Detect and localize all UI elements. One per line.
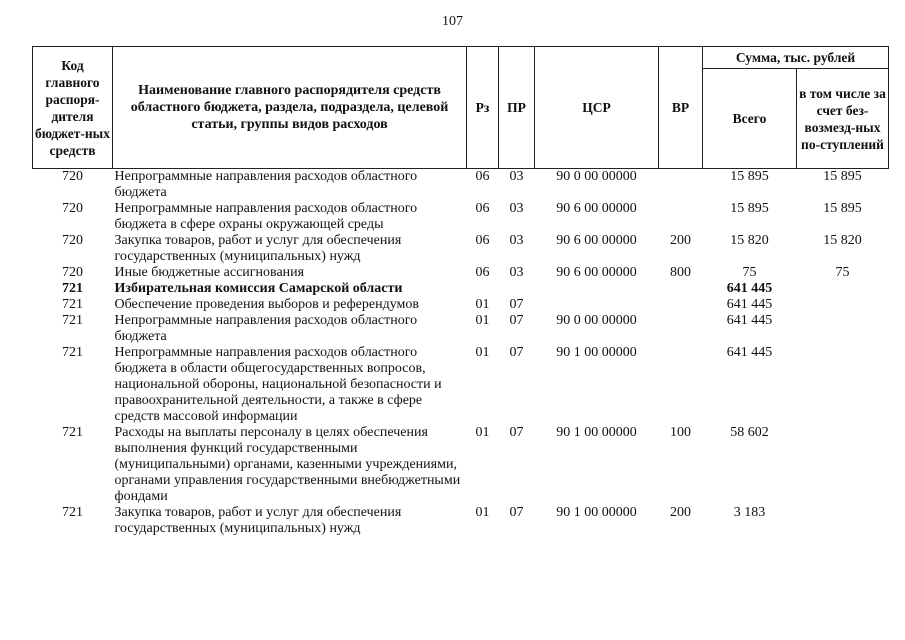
cell-rz — [467, 281, 499, 297]
cell-csr: 90 6 00 00000 — [556, 201, 637, 216]
cell-pr: 07 — [509, 425, 524, 440]
cell-name: Непрограммные направления расходов областного бюджета — [114, 313, 418, 344]
cell-code: 720 — [62, 233, 83, 248]
cell-pr: 07 — [509, 505, 524, 520]
cell-rz: 01 — [475, 313, 490, 328]
cell-pr: 03 — [509, 169, 524, 184]
cell-vr — [659, 201, 703, 233]
table-row — [33, 505, 889, 537]
table-row — [33, 265, 889, 281]
cell-csr: 90 0 00 00000 — [556, 313, 637, 328]
cell-vr: 200 — [670, 233, 691, 248]
table-row — [33, 201, 889, 233]
cell-vr — [659, 297, 703, 313]
header-pr: ПР — [499, 47, 535, 169]
header-vr: ВР — [659, 47, 703, 169]
cell-pr — [499, 281, 535, 297]
cell-total: 15 820 — [730, 233, 769, 248]
cell-gratuitous — [797, 297, 889, 313]
page-number: 107 — [442, 14, 463, 29]
header-csr: ЦСР — [535, 47, 659, 169]
cell-rz: 06 — [475, 169, 490, 184]
table-row — [33, 169, 889, 202]
cell-code: 721 — [62, 281, 83, 296]
cell-total: 15 895 — [730, 169, 769, 184]
header-total: Всего — [703, 69, 797, 169]
cell-vr: 200 — [670, 505, 691, 520]
cell-code: 720 — [62, 201, 83, 216]
cell-total: 641 445 — [726, 297, 773, 312]
cell-csr: 90 6 00 00000 — [556, 233, 637, 248]
cell-rz: 01 — [475, 345, 490, 360]
cell-total: 641 445 — [726, 281, 773, 296]
cell-code: 720 — [62, 169, 83, 184]
cell-vr: 800 — [670, 265, 691, 280]
cell-csr — [535, 281, 659, 297]
cell-gratuitous — [797, 505, 889, 537]
cell-total: 15 895 — [730, 201, 769, 216]
cell-vr — [659, 313, 703, 345]
cell-total: 641 445 — [726, 345, 773, 360]
cell-gratuitous: 75 — [835, 265, 850, 280]
cell-code: 721 — [62, 505, 83, 520]
cell-pr: 03 — [509, 201, 524, 216]
cell-code: 720 — [62, 265, 83, 280]
cell-vr — [659, 169, 703, 202]
cell-csr: 90 0 00 00000 — [556, 169, 637, 184]
header-sum-group: Сумма, тыс. рублей — [703, 47, 889, 69]
table-row — [33, 345, 889, 425]
cell-total: 75 — [742, 265, 757, 280]
cell-total: 3 183 — [733, 505, 766, 520]
cell-pr: 07 — [509, 297, 524, 312]
cell-gratuitous: 15 895 — [823, 169, 862, 184]
cell-pr: 07 — [509, 313, 524, 328]
cell-code: 721 — [62, 313, 83, 328]
header-rz: Рз — [467, 47, 499, 169]
cell-name: Непрограммные направления расходов областного бюджета в области общегосударственных вопросов, национальной обороны, национальной безопасности и правоохранительной деятельности, а также в сфере средств массовой информации — [114, 345, 442, 424]
cell-csr: 90 1 00 00000 — [556, 345, 637, 360]
cell-pr: 03 — [509, 233, 524, 248]
cell-gratuitous — [797, 345, 889, 425]
cell-rz: 06 — [475, 233, 490, 248]
cell-gratuitous — [797, 313, 889, 345]
table-row — [33, 313, 889, 345]
cell-name: Непрограммные направления расходов областного бюджета — [114, 169, 418, 200]
cell-csr: 90 1 00 00000 — [556, 505, 637, 520]
cell-name: Иные бюджетные ассигнования — [114, 265, 305, 280]
cell-name: Обеспечение проведения выборов и референдумов — [114, 297, 419, 312]
cell-rz: 01 — [475, 425, 490, 440]
cell-vr — [659, 345, 703, 425]
header-gratuitous: в том числе за счет без-возмезд-ных по-ступлений — [797, 69, 889, 169]
cell-name: Непрограммные направления расходов областного бюджета в сфере охраны окружающей среды — [114, 201, 418, 232]
cell-rz: 01 — [475, 297, 490, 312]
cell-vr: 100 — [670, 425, 691, 440]
cell-gratuitous — [797, 425, 889, 505]
cell-name: Избирательная комиссия Самарской области — [114, 281, 403, 296]
cell-name: Закупка товаров, работ и услуг для обеспечения государственных (муниципальных) нужд — [114, 233, 402, 264]
budget-table — [32, 46, 889, 537]
cell-gratuitous — [797, 281, 889, 297]
cell-rz: 01 — [475, 505, 490, 520]
cell-gratuitous: 15 820 — [823, 233, 862, 248]
table-row — [33, 233, 889, 265]
table-row — [33, 297, 889, 313]
table-header — [33, 47, 889, 169]
cell-gratuitous: 15 895 — [823, 201, 862, 216]
cell-vr — [659, 281, 703, 297]
cell-name: Закупка товаров, работ и услуг для обеспечения государственных (муниципальных) нужд — [114, 505, 402, 536]
cell-name: Расходы на выплаты персоналу в целях обеспечения выполнения функций государственными (муниципальными) органами, казенными учреждениями, органами управления государственными внебюджетными фондами — [114, 425, 461, 504]
cell-csr — [535, 297, 659, 313]
header-code: Код главного распоря-дителя бюджет-ных средств — [33, 47, 113, 169]
cell-pr: 03 — [509, 265, 524, 280]
header-name: Наименование главного распорядителя средств областного бюджета, раздела, подраздела, целевой статьи, группы видов расходов — [113, 47, 467, 169]
cell-total: 641 445 — [726, 313, 773, 328]
cell-rz: 06 — [475, 265, 490, 280]
cell-csr: 90 1 00 00000 — [556, 425, 637, 440]
cell-total: 58 602 — [730, 425, 769, 440]
cell-rz: 06 — [475, 201, 490, 216]
cell-code: 721 — [62, 345, 83, 360]
table-row — [33, 281, 889, 297]
table-row — [33, 425, 889, 505]
cell-code: 721 — [62, 425, 83, 440]
cell-pr: 07 — [509, 345, 524, 360]
cell-csr: 90 6 00 00000 — [556, 265, 637, 280]
cell-code: 721 — [62, 297, 83, 312]
table-body — [33, 169, 889, 538]
